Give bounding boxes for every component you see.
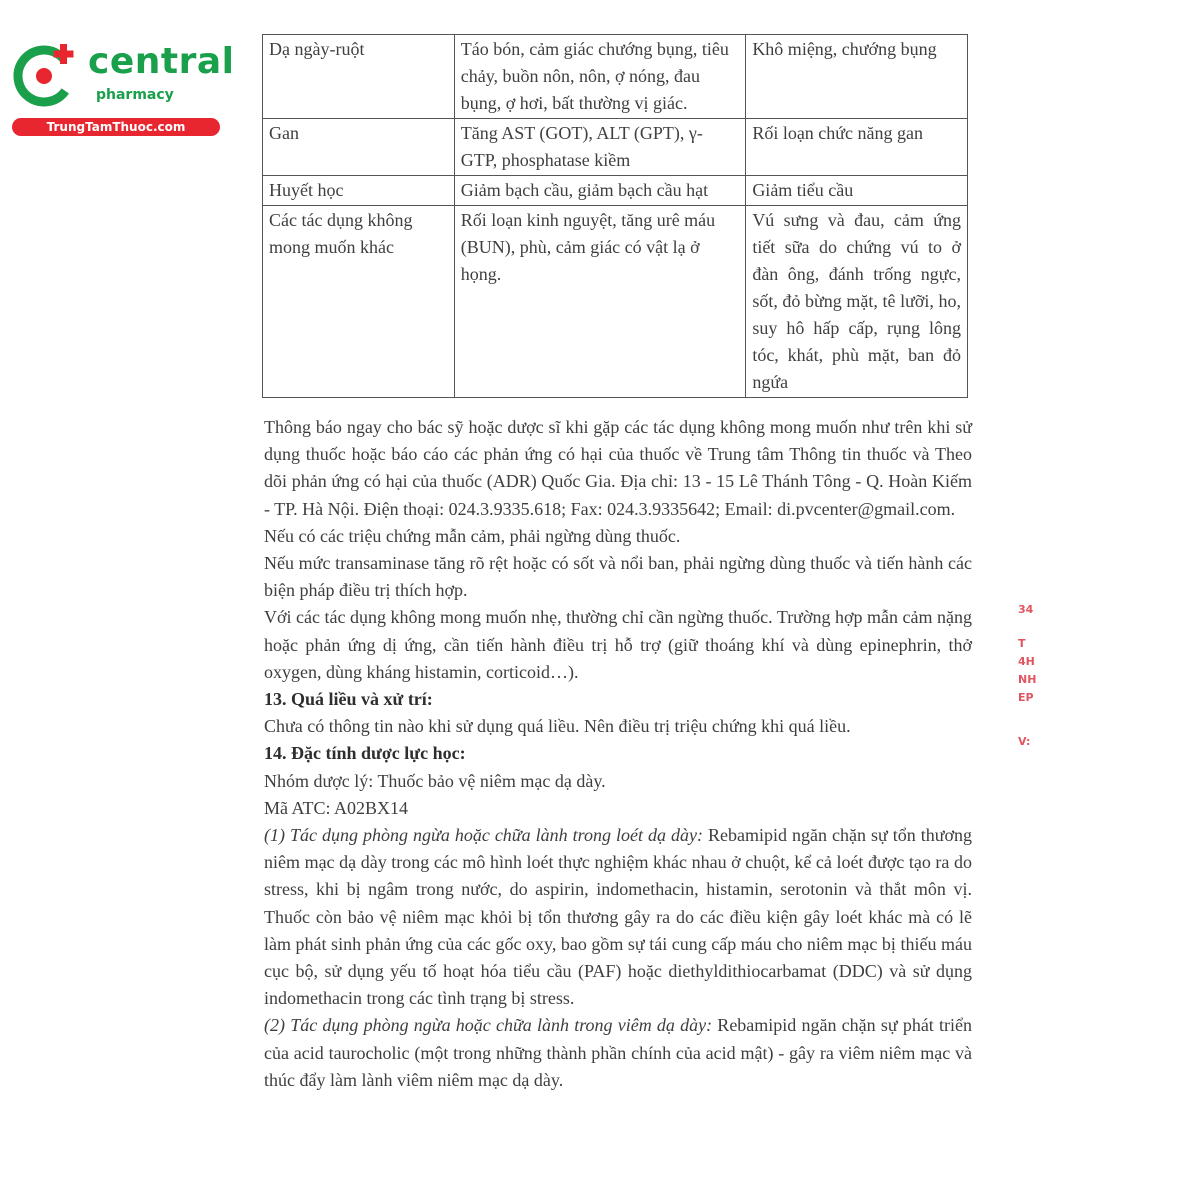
mild-reaction-paragraph: Với các tác dụng không mong muốn nhẹ, thường chỉ cần ngừng thuốc. Trường hợp mẫn cảm nặng hoặc phản ứng dị ứng, cần tiến hành điều trị hỗ trợ (giữ thoáng khí và dùng epinephrin, thở oxygen, dùng kháng histamin, corticoid…). bbox=[264, 607, 972, 682]
table-cell-organ: Huyết học bbox=[263, 176, 455, 206]
table-row bbox=[263, 35, 968, 119]
table-cell-organ: Dạ ngày-ruột bbox=[263, 35, 455, 119]
ulcer-effect-label: (1) Tác dụng phòng ngừa hoặc chữa lành trong loét dạ dày: bbox=[264, 825, 703, 846]
logo-brand-text: central bbox=[88, 41, 235, 82]
pharmacological-group: Nhóm dược lý: Thuốc bảo vệ niêm mạc dạ dày. bbox=[264, 770, 606, 791]
red-stamp-fragment bbox=[1016, 598, 1046, 778]
table-cell-organ: Các tác dụng không mong muốn khác bbox=[263, 206, 455, 398]
stamp-text: V: bbox=[1018, 735, 1031, 748]
gastritis-effect-text: Rebamipid ngăn chặn sự phát triển của acid taurocholic (một trong những thành phần chính của acid mật) - gây ra viêm niêm mạc và thúc đẩy làm lành viêm niêm mạc dạ dày. bbox=[264, 1015, 972, 1090]
logo-sub-text: pharmacy bbox=[96, 87, 174, 103]
section-heading-pharmacodynamics: 14. Đặc tính dược lực học: bbox=[264, 743, 466, 764]
adverse-reactions-table bbox=[262, 34, 968, 398]
table-cell-common: Táo bón, cảm giác chướng bụng, tiêu chảy, buồn nôn, nôn, ợ nóng, đau bụng, ợ hơi, bất thường vị giác. bbox=[454, 35, 746, 119]
gastritis-effect-paragraph bbox=[264, 1012, 972, 1094]
table-cell-organ: Gan bbox=[263, 119, 455, 176]
overdose-paragraph: Chưa có thông tin nào khi sử dụng quá liều. Nên điều trị triệu chứng khi quá liều. bbox=[264, 716, 851, 737]
table-cell-rare: Rối loạn chức năng gan bbox=[746, 119, 968, 176]
table-cell-rare: Giảm tiểu cầu bbox=[746, 176, 968, 206]
adr-notify-paragraph: Thông báo ngay cho bác sỹ hoặc dược sĩ khi gặp các tác dụng không mong muốn như trên khi sử dụng thuốc hoặc báo cáo các phản ứng có hại của thuốc về Trung tâm Thông tin thuốc và Theo dõi phản ứng có hại của thuốc (ADR) Quốc Gia. Địa chỉ: 13 - 15 Lê Thánh Tông - Q. Hoàn Kiếm - TP. Hà Nội. Điện thoại: 024.3.9335.618; Fax: 024.3.9335642; Email: di.pvcenter@gmail.com. bbox=[264, 417, 972, 519]
table-row bbox=[263, 176, 968, 206]
ulcer-effect-paragraph bbox=[264, 822, 972, 1012]
atc-code: Mã ATC: A02BX14 bbox=[264, 797, 409, 818]
logo-site-badge: TrungTamThuoc.com bbox=[12, 118, 220, 136]
central-pharmacy-logo[interactable] bbox=[10, 36, 235, 136]
ulcer-effect-text: Rebamipid ngăn chặn sự tổn thương niêm mạc dạ dày trong các mô hình loét thực nghiệm khác nhau ở chuột, kể cả loét được tạo ra do stress, khi bị ngâm trong nước, do aspirin, indomethacin, histamin, serotonin và thắt môn vị. Thuốc còn bảo vệ niêm mạc khỏi bị tổn thương gây ra do các điều kiện gây loét khác mà có lẽ làm phát sinh phản ứng của các gốc oxy, bao gồm sự tái cung cấp máu cho niêm mạc bị thiếu máu cục bộ, sử dụng yếu tố hoạt hóa tiểu cầu (PAF) hoặc diethyldithiocarbamat (DDC) và sử dụng indomethacin trong các tình trạng bị stress. bbox=[264, 825, 972, 1009]
pharmacy-cross-logo-icon bbox=[10, 38, 82, 110]
stamp-text: 4H bbox=[1018, 655, 1035, 668]
transaminase-paragraph: Nếu mức transaminase tăng rõ rệt hoặc có sốt và nổi ban, phải ngừng dùng thuốc và tiến hành các biện pháp điều trị thích hợp. bbox=[264, 553, 972, 601]
document-body bbox=[264, 414, 972, 1094]
stamp-text: T bbox=[1018, 637, 1026, 650]
stamp-text: NH bbox=[1018, 673, 1037, 686]
table-cell-rare: Khô miệng, chướng bụng bbox=[746, 35, 968, 119]
table-cell-common: Rối loạn kinh nguyệt, tăng urê máu (BUN), phù, cảm giác có vật lạ ở họng. bbox=[454, 206, 746, 398]
table-row bbox=[263, 119, 968, 176]
allergy-paragraph: Nếu có các triệu chứng mẫn cảm, phải ngừng dùng thuốc. bbox=[264, 525, 681, 546]
table-cell-common: Tăng AST (GOT), ALT (GPT), γ-GTP, phosphatase kiềm bbox=[454, 119, 746, 176]
table-cell-rare: Vú sưng và đau, cảm ứng tiết sữa do chứng vú to ở đàn ông, đánh trống ngực, sốt, đỏ bừng mặt, tê lưỡi, ho, suy hô hấp cấp, rụng lông tóc, khát, phù mặt, ban đỏ ngứa bbox=[746, 206, 968, 398]
stamp-text: EP bbox=[1018, 691, 1034, 704]
stamp-text: 34 bbox=[1018, 603, 1034, 616]
table-cell-common: Giảm bạch cầu, giảm bạch cầu hạt bbox=[454, 176, 746, 206]
section-heading-overdose: 13. Quá liều và xử trí: bbox=[264, 689, 433, 710]
gastritis-effect-label: (2) Tác dụng phòng ngừa hoặc chữa lành trong viêm dạ dày: bbox=[264, 1015, 713, 1036]
table-row bbox=[263, 206, 968, 398]
